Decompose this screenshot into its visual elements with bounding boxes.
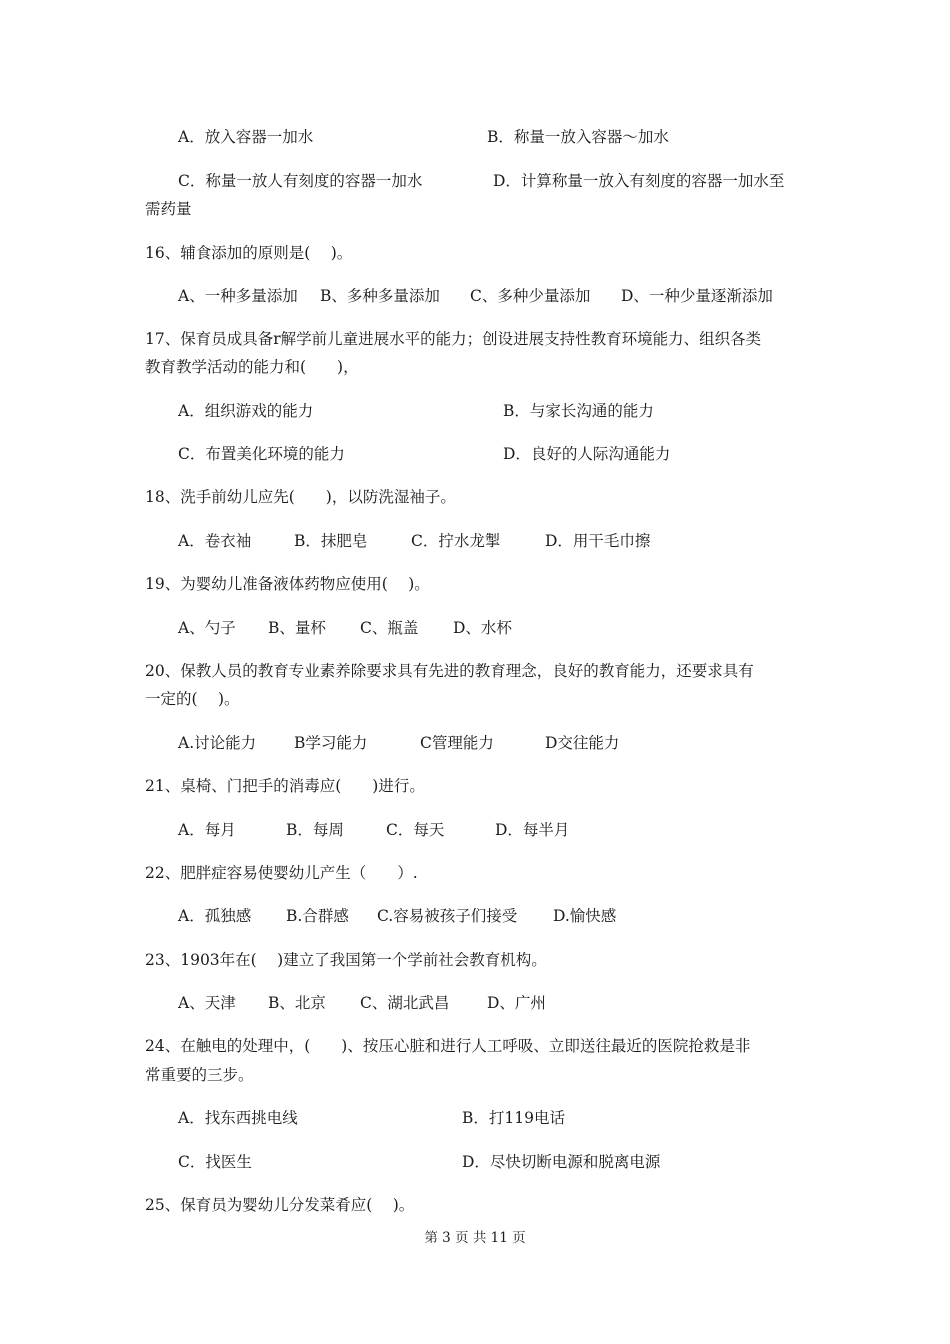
question-23-stem: 23、1903年在( )建立了我国第一个学前社会教育机构。	[145, 951, 547, 969]
q23-option-d: D、广州	[487, 994, 546, 1012]
q17-option-a: A．组织游戏的能力	[178, 402, 314, 420]
q19-option-a: A、勺子	[178, 619, 236, 637]
q20-option-b: B学习能力	[294, 734, 368, 752]
question-16-stem: 16、辅食添加的原则是( )。	[145, 244, 353, 262]
q21-option-a: A．每月	[178, 821, 236, 839]
q23-option-c: C、湖北武昌	[360, 994, 450, 1012]
page-footer: 第 3 页 共 11 页	[424, 1230, 526, 1246]
question-17-stem: 17、保育员成具备r解学前儿童进展水平的能力；创设进展支持性教育环境能力、组织各类	[145, 330, 762, 348]
q20-option-d: D交往能力	[545, 734, 620, 752]
q24-option-b: B．打119电话	[462, 1109, 565, 1127]
q15-option-d: D．计算称量一放入有刻度的容器一加水至	[493, 172, 785, 190]
q24-option-a: A．找东西挑电线	[178, 1109, 298, 1127]
q19-option-d: D、水杯	[453, 619, 512, 637]
q18-option-c: C．拧水龙掣	[411, 532, 501, 550]
q15-option-c: C．称量一放人有刻度的容器一加水	[178, 172, 423, 190]
question-25-stem: 25、保育员为婴幼儿分发菜肴应( )。	[145, 1196, 415, 1214]
question-24-stem: 24、在触电的处理中，( )、按压心脏和进行人工呼吸、立即送往最近的医院抢救是非	[145, 1037, 751, 1055]
q17-option-d: D．良好的人际沟通能力	[503, 445, 671, 463]
question-18-stem: 18、洗手前幼儿应先( )，以防洗湿袖子。	[145, 488, 456, 506]
q22-option-c: C.容易被孩子们接受	[377, 907, 518, 925]
q21-option-b: B．每周	[286, 821, 344, 839]
q20-option-c: C管理能力	[420, 734, 494, 752]
question-20-stem: 20、保教人员的教育专业素养除要求具有先进的教育理念，良好的教育能力，还要求具有	[145, 662, 754, 680]
q19-option-b: B、量杯	[268, 619, 326, 637]
q18-option-b: B．抹肥皂	[294, 532, 368, 550]
q15-option-d-continuation: 需药量	[145, 200, 192, 218]
question-21-stem: 21、桌椅、门把手的消毒应( )进行。	[145, 777, 425, 795]
question-17-stem-continuation: 教育教学活动的能力和( )，	[145, 358, 359, 376]
q22-option-b: B.合群感	[286, 907, 349, 925]
q20-option-a: A.讨论能力	[178, 734, 257, 752]
q18-option-d: D．用干毛巾擦	[545, 532, 651, 550]
question-19-stem: 19、为婴幼儿准备液体药物应使用( )。	[145, 575, 430, 593]
q16-option-c: C、多种少量添加	[470, 287, 591, 305]
q21-option-d: D．每半月	[495, 821, 570, 839]
question-20-stem-continuation: 一定的( )。	[145, 690, 240, 708]
q17-option-c: C．布置美化环境的能力	[178, 445, 345, 463]
q16-option-d: D、一种少量逐渐添加	[621, 287, 773, 305]
q23-option-a: A、天津	[178, 994, 236, 1012]
q18-option-a: A．卷衣袖	[178, 532, 252, 550]
q16-option-a: A、一种多量添加	[178, 287, 298, 305]
question-22-stem: 22、肥胖症容易使婴幼儿产生（ ）.	[145, 864, 418, 882]
q24-option-d: D．尽快切断电源和脱离电源	[462, 1153, 661, 1171]
q16-option-b: B、多种多量添加	[320, 287, 440, 305]
q24-option-c: C．找医生	[178, 1153, 252, 1171]
q15-option-b: B．称量一放入容器～加水	[487, 128, 669, 146]
q21-option-c: C．每天	[386, 821, 445, 839]
q22-option-d: D.愉快感	[553, 907, 617, 925]
q17-option-b: B．与家长沟通的能力	[503, 402, 654, 420]
q22-option-a: A．孤独感	[178, 907, 252, 925]
q23-option-b: B、北京	[268, 994, 326, 1012]
question-24-stem-continuation: 常重要的三步。	[145, 1066, 254, 1084]
q19-option-c: C、瓶盖	[360, 619, 419, 637]
q15-option-a: A．放入容器一加水	[178, 128, 314, 146]
